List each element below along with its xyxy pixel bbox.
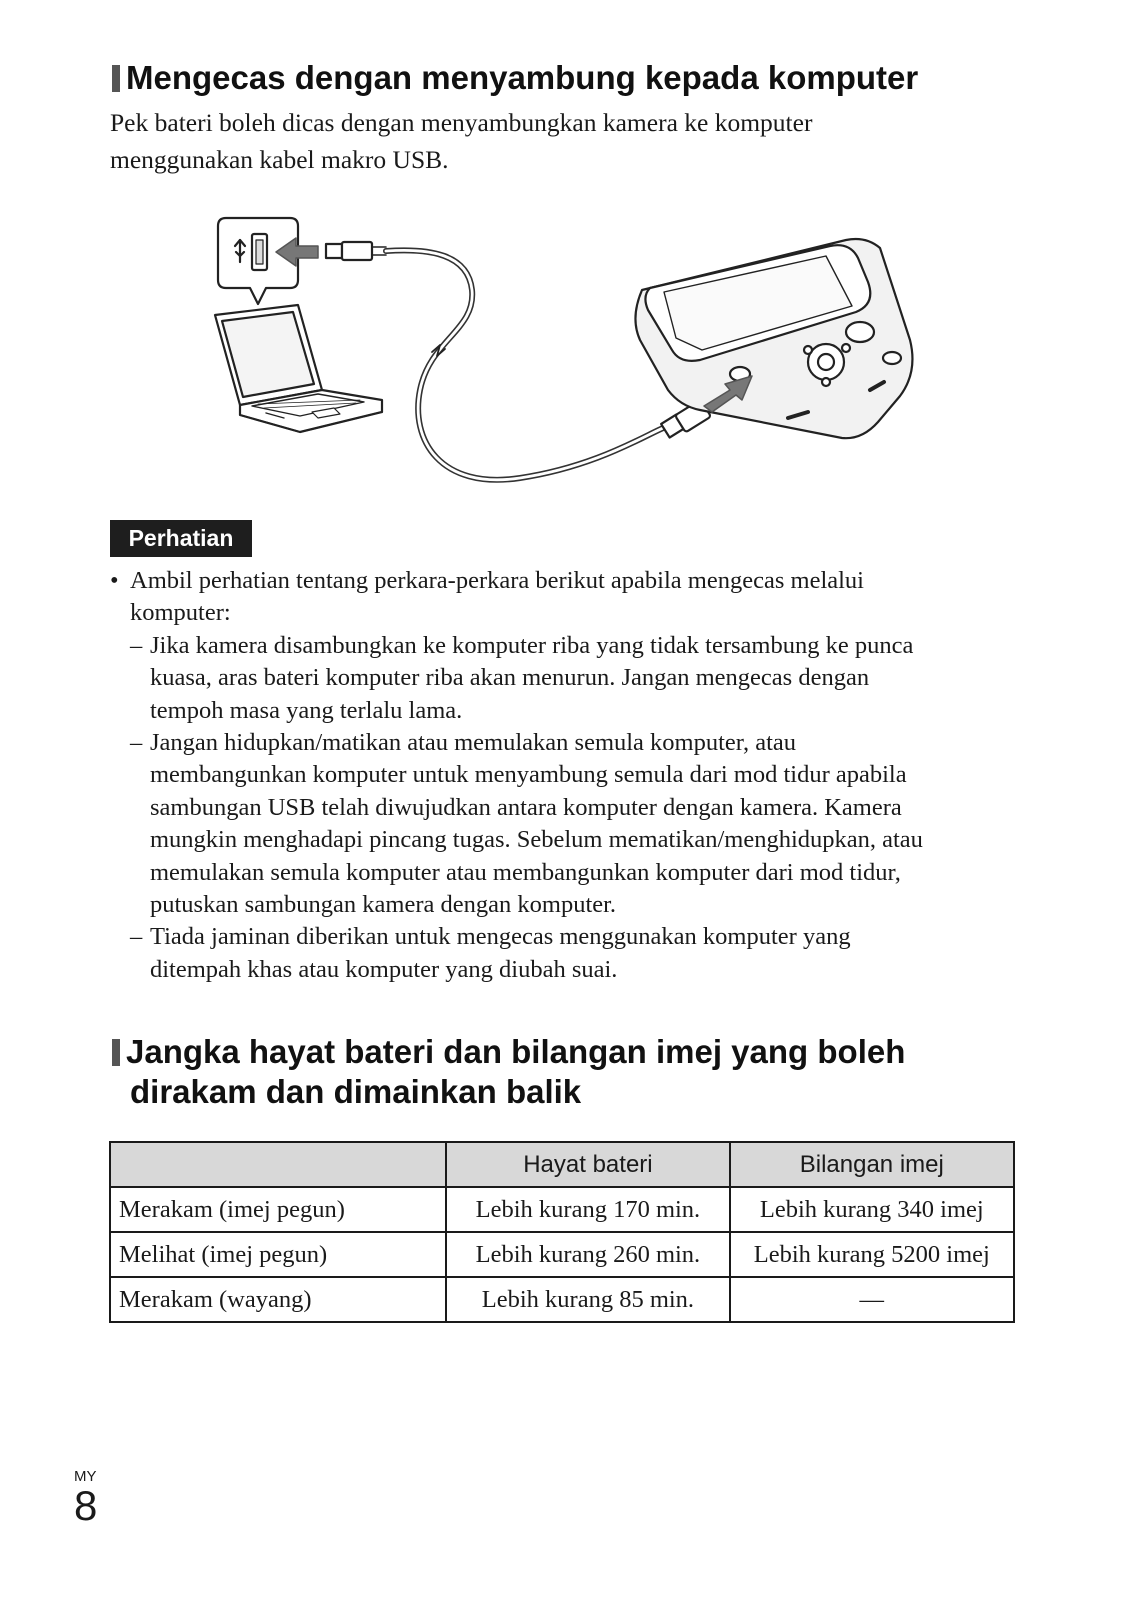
subitem-line: membangunkan komputer untuk menyambung semula dari mod tidur apabila bbox=[150, 761, 907, 789]
table-cell: Lebih kurang 170 min. bbox=[446, 1187, 729, 1232]
subitem-line: Jika kamera disambungkan ke komputer riba yang tidak tersambung ke punca bbox=[150, 631, 914, 659]
caution-subitem bbox=[110, 727, 1010, 921]
usb-port-callout bbox=[218, 218, 298, 304]
table-header-cell bbox=[110, 1142, 446, 1187]
intro-paragraph bbox=[110, 104, 1010, 178]
subitem-line: mungkin menghadapi pincang tugas. Sebelum mematikan/menghidupkan, atau bbox=[150, 826, 923, 854]
heading-marker bbox=[112, 1039, 120, 1066]
table-cell: Lebih kurang 340 imej bbox=[730, 1187, 1014, 1232]
bullet-line: Ambil perhatian tentang perkara-perkara berikut apabila mengecas melalui bbox=[130, 567, 864, 594]
dash-marker: – bbox=[130, 923, 143, 951]
bullet-line: komputer: bbox=[130, 599, 231, 627]
subitem-line: memulakan semula komputer atau membangunkan komputer dari mod tidur, bbox=[150, 858, 901, 886]
heading-marker bbox=[112, 65, 120, 92]
dash-marker: – bbox=[130, 729, 143, 757]
usb-plug bbox=[326, 242, 386, 260]
camera-illustration bbox=[635, 239, 912, 438]
table-header-cell: Hayat bateri bbox=[446, 1142, 729, 1187]
subitem-line: ditempah khas atau komputer yang diubah suai. bbox=[150, 955, 618, 983]
table-cell: — bbox=[730, 1277, 1014, 1322]
subitem-line: Tiada jaminan diberikan untuk mengecas menggunakan komputer yang bbox=[150, 923, 851, 951]
subitem-line: kuasa, aras bateri komputer riba akan menurun. Jangan mengecas dengan bbox=[150, 664, 870, 692]
table-row bbox=[110, 1232, 1014, 1277]
intro-line: menggunakan kabel makro USB. bbox=[110, 145, 449, 174]
table-header-cell: Bilangan imej bbox=[730, 1142, 1014, 1187]
battery-life-table bbox=[109, 1141, 1015, 1323]
section-heading-battery-life bbox=[112, 1032, 905, 1112]
intro-line: Pek bateri boleh dicas dengan menyambungkan kamera ke komputer bbox=[110, 108, 813, 137]
table-cell: Merakam (wayang) bbox=[110, 1277, 446, 1322]
heading-line: Jangka hayat bateri dan bilangan imej yang boleh bbox=[126, 1033, 906, 1070]
caution-label: Perhatian bbox=[110, 520, 252, 557]
caution-subitem bbox=[110, 921, 1010, 986]
subitem-line: tempoh masa yang terlalu lama. bbox=[150, 696, 463, 724]
table-cell: Lebih kurang 260 min. bbox=[446, 1232, 729, 1277]
table-cell: Melihat (imej pegun) bbox=[110, 1232, 446, 1277]
caution-bullet-item bbox=[110, 565, 1010, 630]
heading-line: dirakam dan dimainkan balik bbox=[130, 1073, 582, 1110]
caution-subitem bbox=[110, 630, 1010, 727]
heading-text: Mengecas dengan menyambung kepada komputer bbox=[126, 59, 919, 96]
table-row bbox=[110, 1187, 1014, 1232]
table-header-row bbox=[110, 1142, 1014, 1187]
usb-connection-illustration bbox=[0, 200, 1136, 510]
subitem-line: putuskan sambungan kamera dengan komputer. bbox=[150, 891, 617, 919]
subitem-line: sambungan USB telah diwujudkan antara komputer dengan kamera. Kamera bbox=[150, 793, 902, 821]
laptop-illustration bbox=[215, 305, 382, 432]
table-cell: Lebih kurang 5200 imej bbox=[730, 1232, 1014, 1277]
caution-notes bbox=[110, 565, 1010, 986]
section-heading-charging bbox=[112, 58, 918, 98]
subitem-line: Jangan hidupkan/matikan atau memulakan semula komputer, atau bbox=[150, 729, 797, 757]
table-cell: Lebih kurang 85 min. bbox=[446, 1277, 729, 1322]
page-number: 8 bbox=[74, 1482, 98, 1529]
region-code: MY bbox=[74, 1468, 97, 1485]
dash-marker: – bbox=[130, 631, 143, 659]
table-row bbox=[110, 1277, 1014, 1322]
table-cell: Merakam (imej pegun) bbox=[110, 1187, 446, 1232]
bullet-marker: • bbox=[110, 567, 119, 594]
